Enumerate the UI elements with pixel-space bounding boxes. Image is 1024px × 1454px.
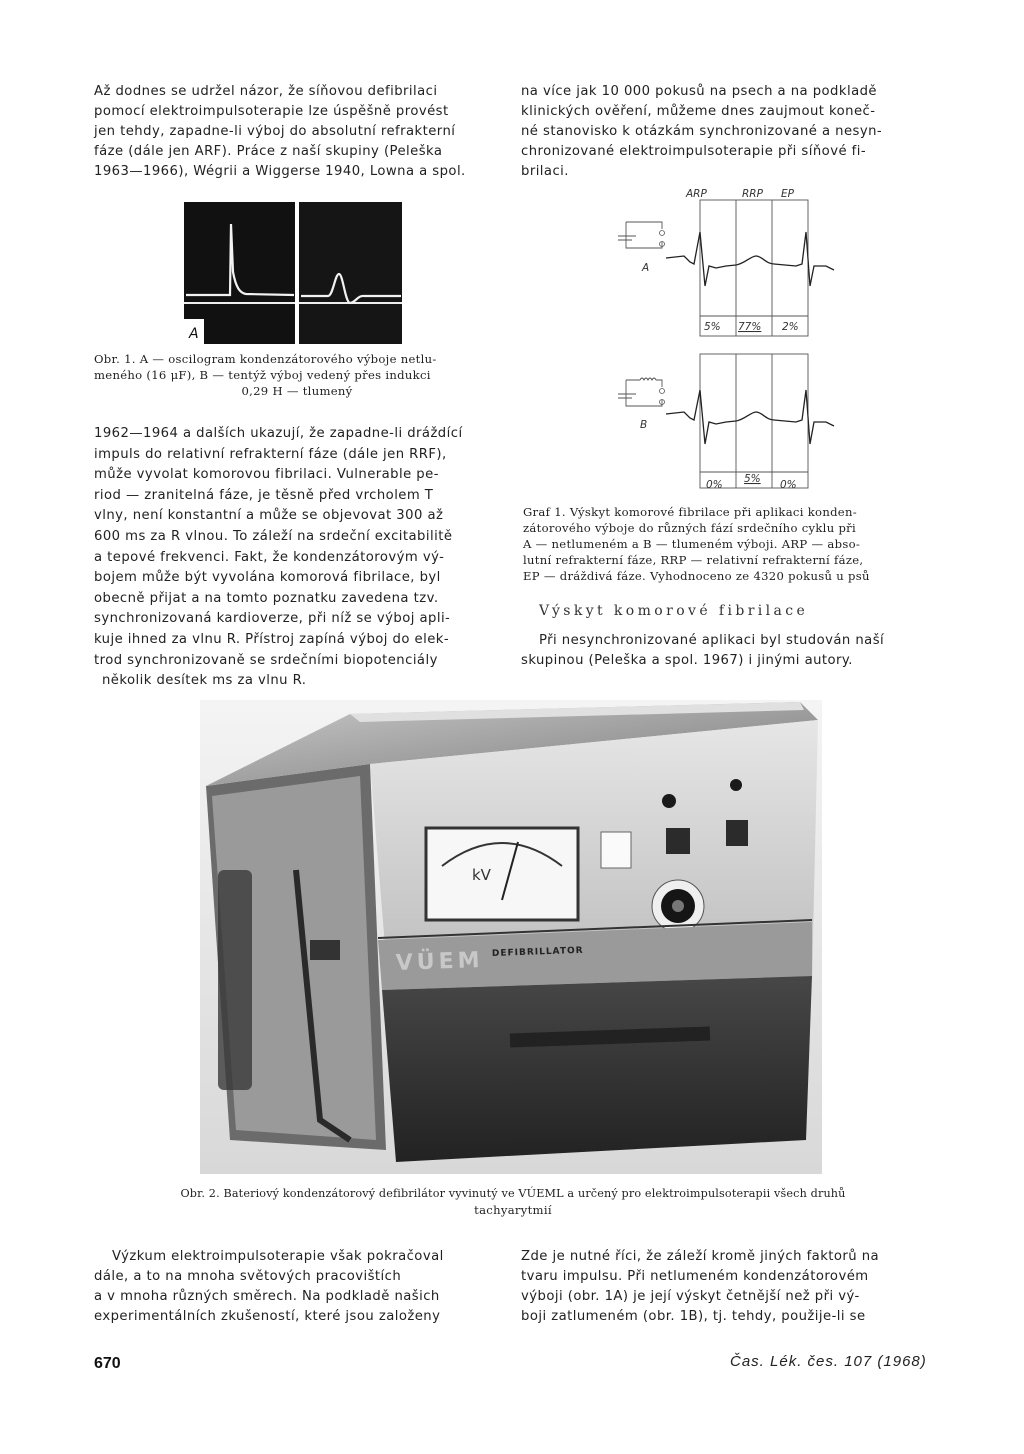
percent-b-rrp: 5%: [744, 473, 761, 485]
text-line: chronizované elektroimpulsoterapie při síňové fi-: [521, 144, 867, 159]
text-line: né stanovisko k otázkám synchronizované a nesyn-: [521, 124, 883, 139]
defibrillator-photo: [200, 700, 822, 1174]
phase-label-rrp: RRP: [742, 188, 763, 200]
caption-line: Obr. 2. Bateriový kondenzátorový defibrilátor vyvinutý ve VÚEML a určený pro elektroimpulsoterapii všech druhů: [180, 1187, 846, 1200]
indicator-lamp-icon: [662, 794, 676, 808]
text-line: synchronizovaná kardioverze, při níž se výboj apli-: [94, 611, 451, 627]
percent-a-ep: 2%: [782, 321, 799, 333]
text-line: a tepové frekvenci. Fakt, že kondenzátorovým vý-: [94, 549, 445, 565]
text-line: kuje ihned za vlnu R. Přístroj zapíná výboj do elek-: [94, 631, 450, 647]
text-line: Výzkum elektroimpulsoterapie však pokračoval: [112, 1249, 444, 1264]
text-line: brilaci.: [521, 164, 569, 179]
ecg-trace-a: [666, 232, 834, 286]
col1-intro-paragraph: [94, 82, 499, 182]
text-line: 600 ms za R vlnou. To záleží na srdeční excitabilitě: [94, 528, 453, 544]
caption-line: zátorového výboje do různých fází srdečního cyklu při: [523, 521, 857, 535]
percent-b-ep: 0%: [780, 479, 797, 491]
text-line: skupinou (Peleška a spol. 1967) i jinými autory.: [521, 653, 853, 668]
text-line: riod — zranitelná fáze, je těsně před vrcholem T: [94, 487, 434, 503]
figure-2-caption: [94, 1186, 932, 1218]
phase-label-ep: EP: [781, 188, 794, 200]
text-line: trod synchronizovaně se srdečními biopotenciály: [94, 652, 438, 668]
indicator-lamp-icon: [730, 779, 742, 791]
text-line: 1963—1966), Wégrii a Wiggerse 1940, Lowna a spol.: [94, 164, 466, 179]
text-line: dále, a to na mnoha světových pracovištích: [94, 1269, 402, 1284]
text-line: pomocí elektroimpulsoterapie lze úspěšně provést: [94, 104, 449, 119]
text-line: tvaru impulsu. Při netlumeném kondenzátorovém: [521, 1269, 869, 1284]
text-line: Při nesynchronizované aplikaci byl studován naší: [539, 633, 885, 648]
graf-1-caption: [523, 504, 927, 584]
figure-1-caption: [94, 351, 500, 399]
caption-line: lutní refrakterní fáze, RRP — relativní refrakterní fáze,: [523, 553, 864, 567]
text-line: Zde je nutné říci, že záleží kromě jiných faktorů na: [521, 1249, 880, 1264]
col2-section-paragraph: [521, 631, 927, 671]
text-line: experimentálních zkušeností, které jsou založeny: [94, 1309, 441, 1324]
text-line: bojem může být vyvolána komorová fibrilace, byl: [94, 570, 441, 586]
meter-unit-label: kV: [472, 866, 491, 884]
text-line: vlny, není konstantní a může se objevovat 300 až: [94, 508, 444, 524]
percent-a-rrp: 77%: [738, 321, 762, 333]
circuit-a-icon: [626, 222, 662, 248]
col2-intro-paragraph: [521, 82, 926, 182]
caption-line: Obr. 1. A — oscilogram kondenzátorového výboje netlu-: [94, 352, 437, 366]
control-switch: [726, 820, 748, 846]
trace-label-a: A: [642, 262, 650, 274]
text-line: a v mnoha různých směrech. Na podkladě našich: [94, 1289, 440, 1304]
control-switch: [666, 828, 690, 854]
text-line: 1962—1964 a dalších ukazují, že zapadne-li dráždící: [94, 426, 463, 441]
text-line: boji zatlumeném (obr. 1B), tj. tehdy, použije-li se: [521, 1309, 866, 1324]
text-line: může vyvolat komorovou fibrilaci. Vulnerable pe-: [94, 467, 439, 483]
col1-main-paragraph: [94, 424, 504, 692]
caption-line: EP — dráždivá fáze. Vyhodnoceno ze 4320 pokusů u psů: [523, 569, 870, 583]
caption-line: Graf 1. Výskyt komorové fibrilace při aplikaci konden-: [523, 505, 857, 519]
section-heading: Výskyt komorové fibrilace: [539, 603, 809, 619]
col1-bottom-paragraph: [94, 1247, 500, 1327]
caption-line: 0,29 H — tlumený: [241, 384, 353, 398]
phase-label-arp: ARP: [686, 188, 707, 200]
ecg-trace-b: [666, 390, 834, 444]
kilovolt-meter: [426, 828, 578, 920]
col2-bottom-paragraph: [521, 1247, 927, 1327]
page-number: 670: [94, 1355, 121, 1372]
brand-logo: VÜEM: [395, 947, 484, 976]
text-line: výboji (obr. 1A) je její výskyt četnější než při vý-: [521, 1289, 860, 1304]
text-line: Až dodnes se udržel názor, že síňovou defibrilaci: [94, 84, 438, 99]
circuit-b-icon: [626, 380, 662, 406]
percent-b-arp: 0%: [706, 479, 723, 491]
oscillogram-panel-b: [299, 202, 402, 344]
caption-line: tachyarytmií: [474, 1203, 552, 1217]
text-line: obecně přijat a na tomto poznatku zavedena tzv.: [94, 590, 439, 606]
caption-line: A — netlumeném a B — tlumeném výboji. ARP — abso-: [523, 537, 861, 551]
text-line: klinických ověření, můžeme dnes zaujmout koneč-: [521, 104, 876, 119]
journal-reference: Čas. Lék. čes. 107 (1968): [730, 1353, 927, 1370]
text-line: jen tehdy, zapadne-li výboj do absolutní refrakterní: [94, 124, 456, 139]
text-line: impuls do relativní refrakterní fáze (dále jen RRF),: [94, 446, 447, 462]
percent-a-arp: 5%: [704, 321, 721, 333]
text-line: fáze (dále jen ARF). Práce z naší skupiny (Peleška: [94, 144, 443, 159]
text-line: na více jak 10 000 pokusů na psech a na podkladě: [521, 84, 877, 99]
trace-label-b: B: [640, 419, 648, 431]
panel-label-a: A: [189, 326, 199, 342]
caption-line: meného (16 μF), B — tentýž výboj vedený přes indukci: [94, 368, 431, 382]
model-label: DEFIBRILLATOR: [491, 945, 584, 959]
cardiac-phase-diagram: [596, 182, 846, 494]
text-line: několik desítek ms za vlnu R.: [102, 673, 307, 689]
oscillogram-figure: [184, 202, 402, 344]
